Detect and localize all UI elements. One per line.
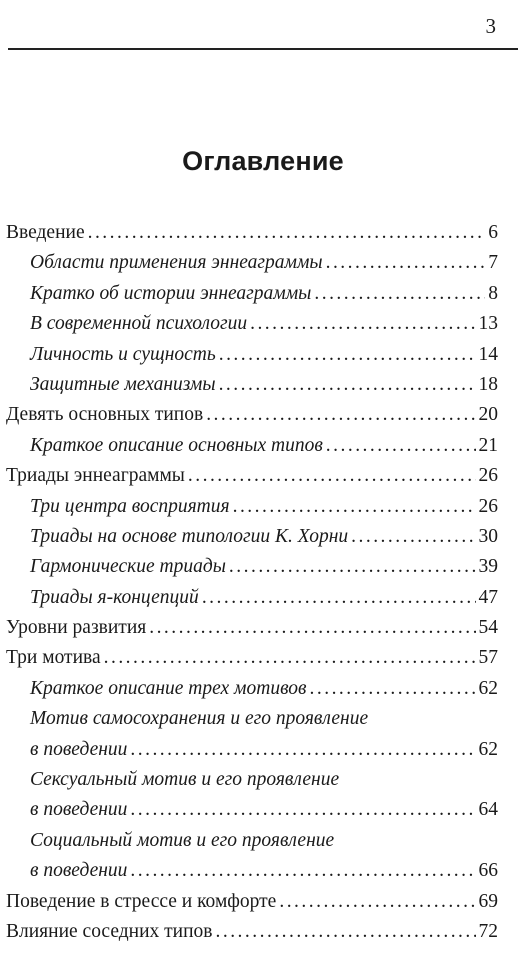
toc-entry-label: Поведение в стрессе и комфорте xyxy=(6,890,277,912)
toc-entry-label: Девять основных типов xyxy=(6,404,204,426)
toc-entry[interactable] xyxy=(6,613,498,643)
toc-entry-page: 14 xyxy=(478,343,498,365)
toc-entry-page: 62 xyxy=(478,738,498,760)
toc-subentry[interactable] xyxy=(6,735,498,765)
toc-entry-page: 64 xyxy=(478,799,498,821)
dot-leader xyxy=(219,370,476,400)
toc-subentry[interactable] xyxy=(6,704,498,734)
toc-entry-label: Области применения эннеаграммы xyxy=(30,252,323,274)
dot-leader xyxy=(130,856,475,886)
toc-title: Оглавление xyxy=(182,146,344,176)
dot-leader xyxy=(279,887,475,917)
toc-entry-label: Триады на основе типологии К. Хорни xyxy=(30,525,349,547)
toc-entry[interactable] xyxy=(6,917,498,947)
toc-entry-page: 66 xyxy=(478,860,498,882)
dot-leader xyxy=(188,461,476,491)
dot-leader xyxy=(233,492,476,522)
toc-entry[interactable] xyxy=(6,643,498,673)
toc-entry[interactable] xyxy=(6,887,498,917)
dot-leader xyxy=(206,400,475,430)
toc-entry[interactable] xyxy=(6,218,498,248)
toc-subentry[interactable] xyxy=(6,552,498,582)
toc-entry-label: Кратко об истории эннеаграммы xyxy=(30,282,312,304)
dot-leader xyxy=(202,583,476,613)
toc-entry-label: в поведении xyxy=(30,799,128,821)
toc-subentry[interactable] xyxy=(6,309,498,339)
dot-leader xyxy=(314,279,485,309)
toc-entry-page: 7 xyxy=(488,252,498,274)
toc-entry-label: Триады эннеаграммы xyxy=(6,465,185,487)
toc-subentry[interactable] xyxy=(6,765,498,795)
dot-leader xyxy=(229,552,476,582)
dot-leader xyxy=(326,431,476,461)
dot-leader xyxy=(130,735,475,765)
toc-subentry[interactable] xyxy=(6,674,498,704)
toc-entry-label: Триады я-концепций xyxy=(30,586,199,608)
toc-subentry[interactable] xyxy=(6,795,498,825)
dot-leader xyxy=(104,643,476,673)
toc-subentry[interactable] xyxy=(6,856,498,886)
toc-entry-page: 18 xyxy=(478,373,498,395)
dot-leader xyxy=(351,522,475,552)
toc-entry-label: Влияние соседних типов xyxy=(6,920,213,942)
toc-entry-page: 62 xyxy=(478,677,498,699)
toc-entry-page: 8 xyxy=(488,282,498,304)
toc-entry-page: 57 xyxy=(478,647,498,669)
toc-subentry[interactable] xyxy=(6,248,498,278)
toc-entry-label: Краткое описание трех мотивов xyxy=(30,677,307,699)
toc-entry-page: 69 xyxy=(478,890,498,912)
toc-entry-label: в поведении xyxy=(30,860,128,882)
toc-entry-label: Краткое описание основных типов xyxy=(30,434,323,456)
toc-entry-label: Личность и сущность xyxy=(30,343,216,365)
toc-entry-label: Гармонические триады xyxy=(30,556,226,578)
toc-subentry[interactable] xyxy=(6,522,498,552)
toc-subentry[interactable] xyxy=(6,340,498,370)
toc-entry-page: 72 xyxy=(478,920,498,942)
dot-leader xyxy=(250,309,475,339)
toc-entry-page: 6 xyxy=(488,222,498,243)
dot-leader xyxy=(88,218,486,248)
header-rule xyxy=(8,48,518,50)
toc-entry-label: Три мотива xyxy=(6,647,101,669)
toc-entry-label: в поведении xyxy=(30,738,128,760)
toc-entry-page: 26 xyxy=(478,465,498,487)
table-of-contents xyxy=(6,218,498,947)
toc-entry-label: Социальный мотив и его проявление xyxy=(30,829,335,851)
toc-entry-page: 30 xyxy=(478,525,498,547)
dot-leader xyxy=(130,795,475,825)
toc-entry-page: 13 xyxy=(478,313,498,335)
toc-entry-label: Введение xyxy=(6,222,85,243)
toc-subentry[interactable] xyxy=(6,583,498,613)
dot-leader xyxy=(149,613,475,643)
toc-entry[interactable] xyxy=(6,400,498,430)
dot-leader xyxy=(310,674,476,704)
dot-leader xyxy=(216,917,476,947)
toc-entry-label: Защитные механизмы xyxy=(30,373,216,395)
toc-entry-page: 39 xyxy=(478,556,498,578)
toc-entry-label: Уровни развития xyxy=(6,617,147,639)
toc-subentry[interactable] xyxy=(6,492,498,522)
dot-leader xyxy=(326,248,486,278)
toc-entry-label: Мотив самосохранения и его проявление xyxy=(30,708,369,730)
toc-entry[interactable] xyxy=(6,461,498,491)
toc-subentry[interactable] xyxy=(6,370,498,400)
toc-entry-label: Три центра восприятия xyxy=(30,495,230,517)
toc-entry-page: 20 xyxy=(478,404,498,426)
toc-entry-label: Сексуальный мотив и его проявление xyxy=(30,769,340,791)
toc-entry-page: 47 xyxy=(478,586,498,608)
toc-entry-label: В современной психологии xyxy=(30,313,248,335)
toc-subentry[interactable] xyxy=(6,826,498,856)
toc-subentry[interactable] xyxy=(6,279,498,309)
dot-leader xyxy=(219,340,476,370)
page-number: 3 xyxy=(485,14,496,38)
toc-entry-page: 21 xyxy=(478,434,498,456)
toc-subentry[interactable] xyxy=(6,431,498,461)
toc-entry-page: 26 xyxy=(478,495,498,517)
toc-entry-page: 54 xyxy=(478,617,498,639)
